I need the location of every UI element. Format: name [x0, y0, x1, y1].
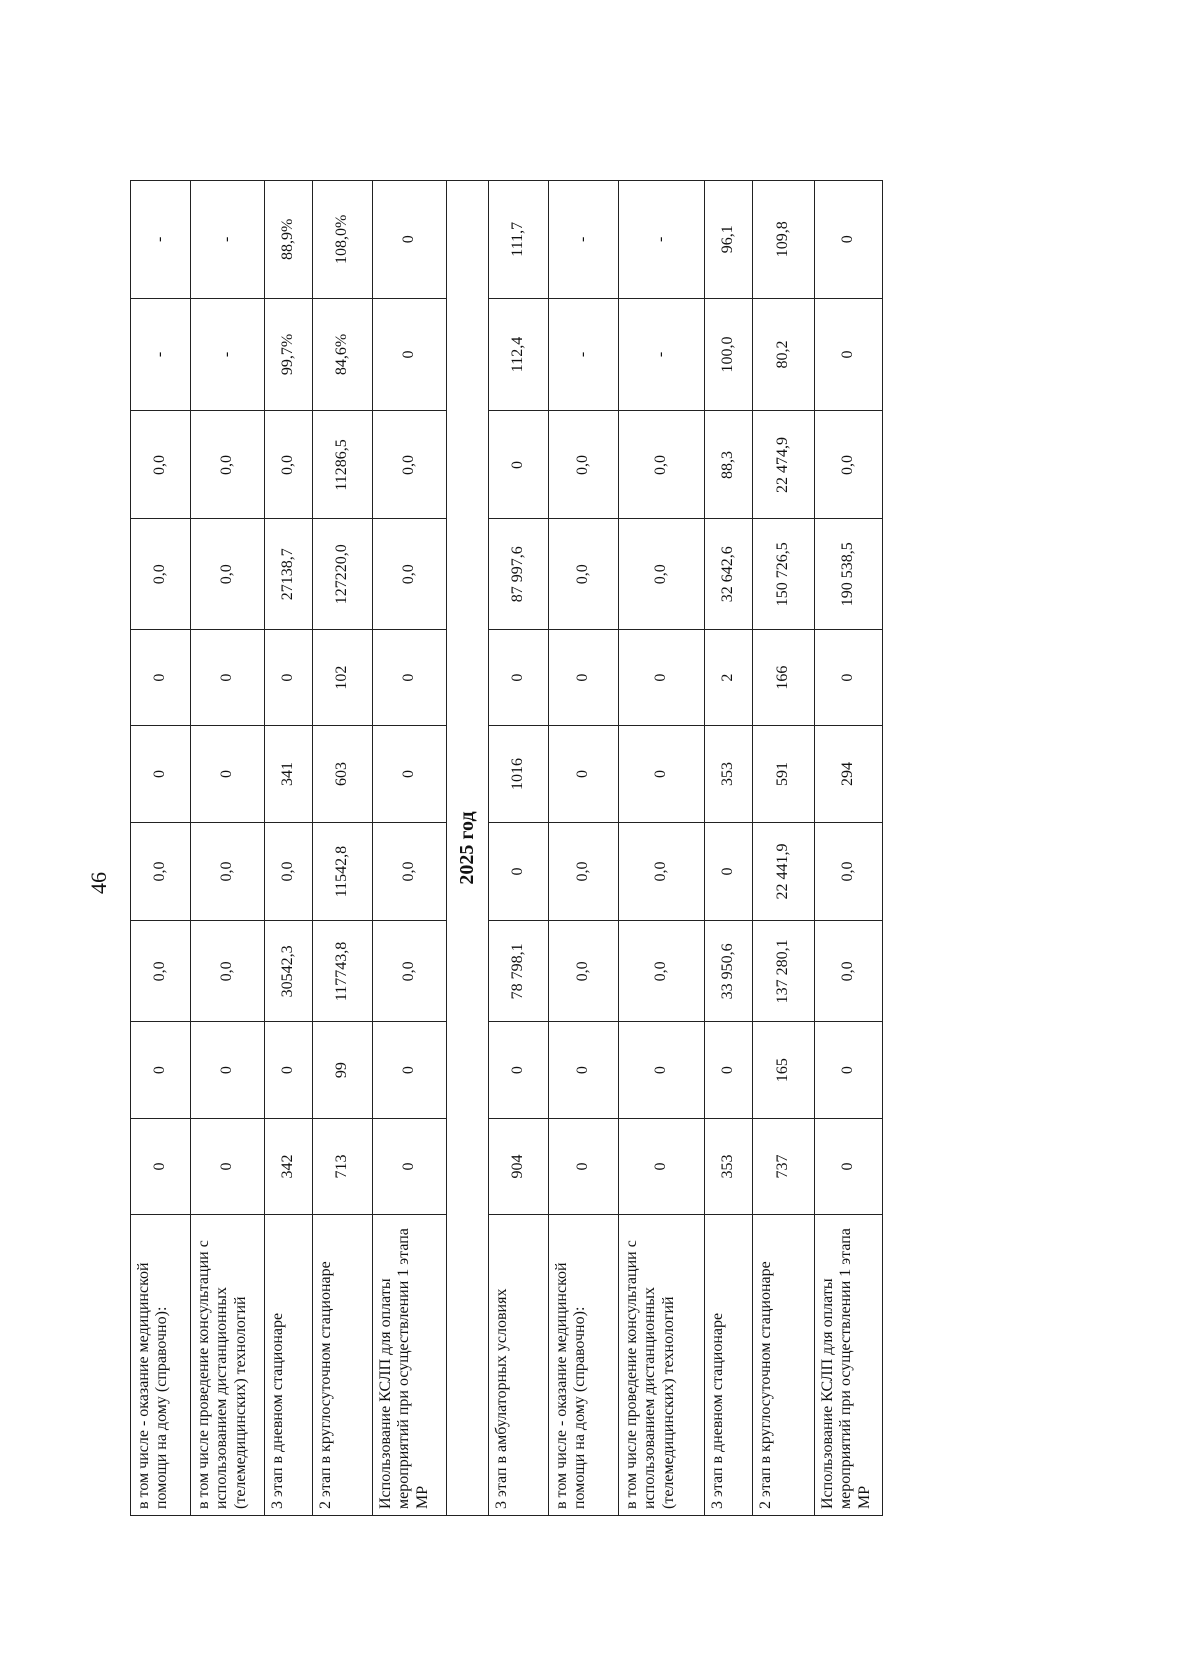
table-cell: 0: [489, 1022, 549, 1118]
table-cell: 84,6%: [313, 298, 373, 411]
table-cell: 27138,7: [265, 519, 313, 629]
table-row: [191, 181, 265, 1516]
table-cell: 0,0: [815, 411, 883, 519]
table-cell: 0: [191, 1118, 265, 1214]
table-cell: -: [619, 181, 705, 299]
table-cell: 112,4: [489, 298, 549, 411]
table-cell: 713: [313, 1118, 373, 1214]
table-cell: 127220,0: [313, 519, 373, 629]
table-cell: 0,0: [131, 921, 191, 1022]
table-cell: 88,3: [705, 411, 753, 519]
table-cell: 190 538,5: [815, 519, 883, 629]
table-cell: 341: [265, 726, 313, 822]
table-cell: 0,0: [191, 519, 265, 629]
table-cell: -: [191, 181, 265, 299]
table-cell: 80,2: [753, 298, 815, 411]
table-cell: 0,0: [619, 519, 705, 629]
table-cell: 0: [619, 1022, 705, 1118]
table-row: [373, 181, 447, 1516]
table-row: [131, 181, 191, 1516]
table-row: [265, 181, 313, 1516]
table-cell: 0: [373, 298, 447, 411]
table-cell: 0: [373, 181, 447, 299]
table-cell: -: [191, 298, 265, 411]
table-cell: 603: [313, 726, 373, 822]
table-cell: 0: [705, 822, 753, 921]
table-cell: 0,0: [549, 921, 619, 1022]
table-cell: 0: [549, 726, 619, 822]
row-label: Использование КСЛП для оплаты мероприятий при осуществлении 1 этапа МР: [373, 1215, 447, 1516]
year-heading: 2025 год: [447, 181, 489, 1516]
table-cell: 0: [373, 726, 447, 822]
table-cell: 294: [815, 726, 883, 822]
table-cell: 0: [191, 629, 265, 725]
table-cell: -: [549, 298, 619, 411]
year-heading-row: [447, 181, 489, 1516]
table-cell: 0,0: [549, 411, 619, 519]
table-cell: 0,0: [131, 519, 191, 629]
table-cell: 87 997,6: [489, 519, 549, 629]
table-cell: 78 798,1: [489, 921, 549, 1022]
table-cell: 30542,3: [265, 921, 313, 1022]
row-label: 3 этап в дневном стационаре: [265, 1215, 313, 1516]
table-cell: 342: [265, 1118, 313, 1214]
rows-before-year: [131, 181, 447, 1516]
table-cell: 0: [815, 181, 883, 299]
table-cell: 0: [489, 822, 549, 921]
table-cell: 0,0: [191, 921, 265, 1022]
table-cell: 737: [753, 1118, 815, 1214]
rows-after-year: [489, 181, 883, 1516]
table-cell: 0: [815, 629, 883, 725]
table-cell: 109,8: [753, 181, 815, 299]
table-cell: 117743,8: [313, 921, 373, 1022]
table-cell: 32 642,6: [705, 519, 753, 629]
table-row: [619, 181, 705, 1516]
table-cell: 0,0: [131, 822, 191, 921]
year-section: [447, 181, 489, 1516]
table-cell: -: [549, 181, 619, 299]
table-cell: 0,0: [191, 822, 265, 921]
table-cell: 0: [815, 298, 883, 411]
table-cell: 102: [313, 629, 373, 725]
table-cell: 0: [131, 726, 191, 822]
table-cell: 0,0: [265, 411, 313, 519]
table-cell: 0: [705, 1022, 753, 1118]
table-cell: 165: [753, 1022, 815, 1118]
row-label: в том числе - оказание медицинской помощи на дому (справочно):: [131, 1215, 191, 1516]
row-label: 2 этап в круглосуточном стационаре: [313, 1215, 373, 1516]
table-cell: 150 726,5: [753, 519, 815, 629]
table-cell: 108,0%: [313, 181, 373, 299]
table-cell: 0: [489, 629, 549, 725]
table-row: [753, 181, 815, 1516]
table-cell: 0: [815, 1118, 883, 1214]
table-row: [489, 181, 549, 1516]
table-cell: 88,9%: [265, 181, 313, 299]
page-number: 46: [86, 872, 111, 894]
table-cell: 33 950,6: [705, 921, 753, 1022]
table-cell: 2: [705, 629, 753, 725]
table-cell: 1016: [489, 726, 549, 822]
table-cell: 100,0: [705, 298, 753, 411]
table-cell: 166: [753, 629, 815, 725]
table-cell: 0,0: [815, 822, 883, 921]
table-cell: 0: [549, 1118, 619, 1214]
table-cell: 0,0: [619, 822, 705, 921]
table-row: [705, 181, 753, 1516]
table-cell: 111,7: [489, 181, 549, 299]
row-label: 3 этап в амбулаторных условиях: [489, 1215, 549, 1516]
table-cell: -: [131, 298, 191, 411]
table-cell: 137 280,1: [753, 921, 815, 1022]
table-row: [549, 181, 619, 1516]
table-cell: 353: [705, 1118, 753, 1214]
table-cell: 0: [373, 629, 447, 725]
table-cell: 0,0: [619, 921, 705, 1022]
table-cell: 904: [489, 1118, 549, 1214]
table-cell: 0: [131, 1022, 191, 1118]
table-cell: 0,0: [265, 822, 313, 921]
row-label: Использование КСЛП для оплаты мероприятий при осуществлении 1 этапа МР: [815, 1215, 883, 1516]
table-cell: 0,0: [373, 411, 447, 519]
table-cell: 0: [549, 629, 619, 725]
table-cell: 0: [619, 1118, 705, 1214]
table-cell: 0: [191, 726, 265, 822]
table-cell: 0,0: [131, 411, 191, 519]
table-cell: 0: [619, 629, 705, 725]
table-cell: 591: [753, 726, 815, 822]
table-cell: 0: [619, 726, 705, 822]
table-cell: 0,0: [373, 519, 447, 629]
table-cell: 0: [265, 629, 313, 725]
table-cell: 99,7%: [265, 298, 313, 411]
table-cell: 0: [265, 1022, 313, 1118]
table-row: [815, 181, 883, 1516]
table-cell: 0,0: [549, 822, 619, 921]
table-cell: 22 474,9: [753, 411, 815, 519]
table-cell: 0,0: [815, 921, 883, 1022]
table-cell: 96,1: [705, 181, 753, 299]
table-cell: 0: [373, 1022, 447, 1118]
table-cell: 0,0: [191, 411, 265, 519]
row-label: в том числе проведение консультации с использованием дистанционных (телемедицинских) технологий: [619, 1215, 705, 1516]
table-cell: 0: [549, 1022, 619, 1118]
table-cell: 353: [705, 726, 753, 822]
table-cell: 0: [131, 1118, 191, 1214]
table-cell: 0,0: [373, 822, 447, 921]
table-cell: 0,0: [373, 921, 447, 1022]
table-row: [313, 181, 373, 1516]
table-cell: 0: [191, 1022, 265, 1118]
row-label: 3 этап в дневном стационаре: [705, 1215, 753, 1516]
row-label: 2 этап в круглосуточном стационаре: [753, 1215, 815, 1516]
table-cell: 99: [313, 1022, 373, 1118]
table-cell: -: [619, 298, 705, 411]
table-cell: 11286,5: [313, 411, 373, 519]
row-label: в том числе - оказание медицинской помощи на дому (справочно):: [549, 1215, 619, 1516]
table-cell: 11542,8: [313, 822, 373, 921]
table-cell: 0,0: [619, 411, 705, 519]
table-cell: 0: [815, 1022, 883, 1118]
table-cell: 0: [373, 1118, 447, 1214]
table-cell: 0: [131, 629, 191, 725]
row-label: в том числе проведение консультации с использованием дистанционных (телемедицинских) технологий: [191, 1215, 265, 1516]
table-cell: 0,0: [549, 519, 619, 629]
data-table: [130, 180, 883, 1516]
table-cell: -: [131, 181, 191, 299]
rotated-table-container: [130, 180, 873, 1516]
table-cell: 0: [489, 411, 549, 519]
table-cell: 22 441,9: [753, 822, 815, 921]
